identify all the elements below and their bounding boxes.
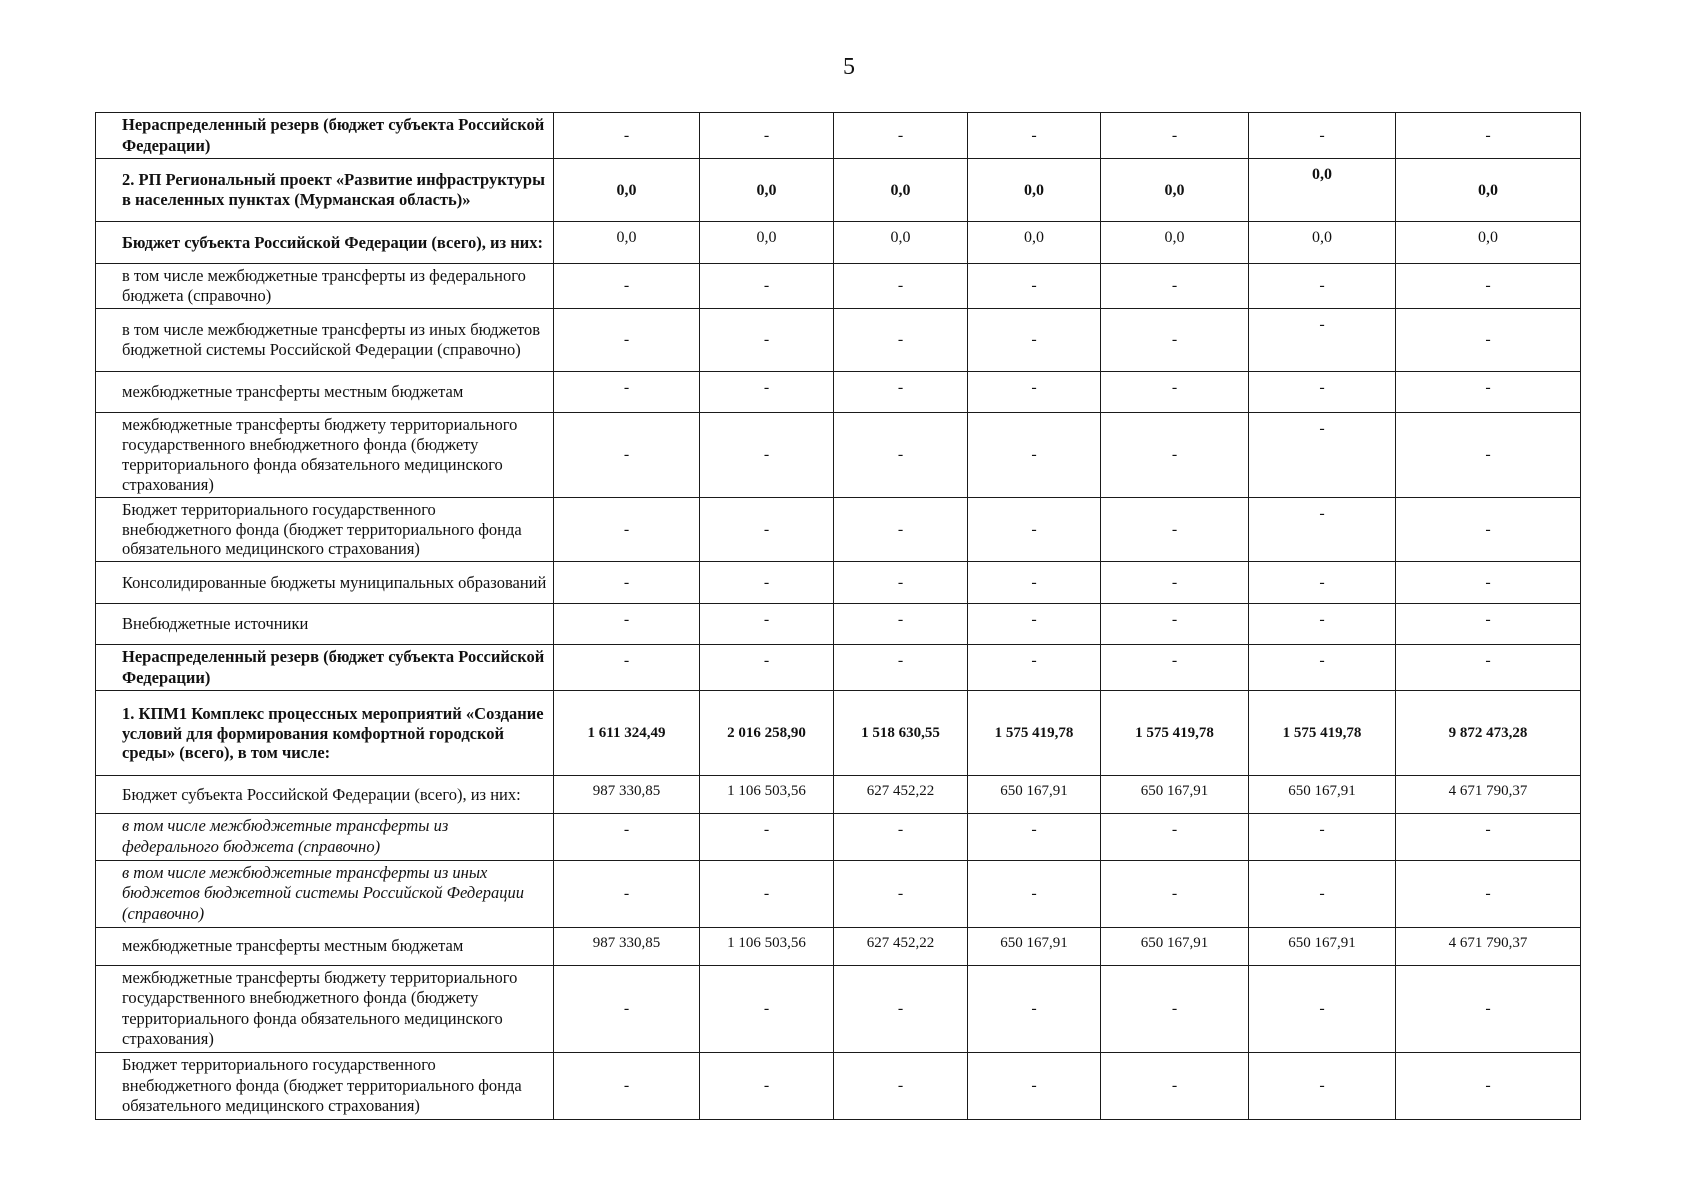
value-cell: - <box>1249 264 1396 309</box>
value-cell: - <box>554 371 700 412</box>
value-cell: - <box>1249 1053 1396 1120</box>
value-cell: - <box>1396 497 1581 561</box>
value-cell: - <box>1249 412 1396 497</box>
value-cell: - <box>1101 412 1249 497</box>
value-cell: - <box>1101 308 1249 371</box>
value-cell: - <box>1249 113 1396 159</box>
value-cell: - <box>554 562 700 604</box>
value-cell: 0,0 <box>1101 222 1249 264</box>
value-cell: - <box>554 604 700 645</box>
value-cell: - <box>834 1053 968 1120</box>
value-cell: 0,0 <box>700 222 834 264</box>
value-cell: - <box>1101 497 1249 561</box>
value-cell: - <box>1101 264 1249 309</box>
value-cell: 0,0 <box>1101 159 1249 222</box>
value-cell: - <box>1396 604 1581 645</box>
value-cell: - <box>1101 645 1249 691</box>
value-cell: 0,0 <box>1396 159 1581 222</box>
value-cell: - <box>1101 814 1249 860</box>
value-cell: - <box>700 371 834 412</box>
value-cell: - <box>1101 604 1249 645</box>
value-cell: - <box>554 965 700 1053</box>
value-cell: - <box>968 412 1101 497</box>
value-cell: 2 016 258,90 <box>700 691 834 776</box>
value-cell: - <box>968 497 1101 561</box>
value-cell: 0,0 <box>834 222 968 264</box>
value-cell: 987 330,85 <box>554 776 700 814</box>
row-label: Бюджет территориального государственного внебюджетного фонда (бюджет территориального фонда обязательного медицинского страхования) <box>96 1053 554 1120</box>
table-row <box>96 814 1581 860</box>
value-cell: 987 330,85 <box>554 927 700 965</box>
page-number: 5 <box>843 54 855 80</box>
value-cell: - <box>1396 645 1581 691</box>
row-label: в том числе межбюджетные трансферты из федерального бюджета (справочно) <box>96 814 554 860</box>
value-cell: - <box>1101 113 1249 159</box>
row-label: в том числе межбюджетные трансферты из иных бюджетов бюджетной системы Российской Федерации (справочно) <box>96 860 554 927</box>
value-cell: - <box>1249 814 1396 860</box>
value-cell: 0,0 <box>1396 222 1581 264</box>
value-cell: - <box>700 562 834 604</box>
table-row <box>96 222 1581 264</box>
value-cell: - <box>554 814 700 860</box>
row-label: Внебюджетные источники <box>96 604 554 645</box>
value-cell: - <box>968 264 1101 309</box>
value-cell: - <box>968 860 1101 927</box>
table-row <box>96 497 1581 561</box>
value-cell: 650 167,91 <box>968 927 1101 965</box>
value-cell: - <box>968 965 1101 1053</box>
value-cell: - <box>1249 965 1396 1053</box>
value-cell: - <box>700 264 834 309</box>
value-cell: - <box>1396 860 1581 927</box>
table-row <box>96 371 1581 412</box>
value-cell: 1 106 503,56 <box>700 776 834 814</box>
value-cell: 1 575 419,78 <box>968 691 1101 776</box>
value-cell: 627 452,22 <box>834 776 968 814</box>
value-cell: - <box>834 604 968 645</box>
value-cell: - <box>968 604 1101 645</box>
value-cell: - <box>700 113 834 159</box>
value-cell: - <box>1396 562 1581 604</box>
row-label: Бюджет территориального государственного внебюджетного фонда (бюджет территориального фонда обязательного медицинского страхования) <box>96 497 554 561</box>
value-cell: - <box>554 264 700 309</box>
value-cell: - <box>554 497 700 561</box>
row-label: 1. КПМ1 Комплекс процессных мероприятий «Создание условий для формирования комфортной городской среды» (всего), в том числе: <box>96 691 554 776</box>
value-cell: - <box>968 814 1101 860</box>
value-cell: - <box>834 412 968 497</box>
value-cell: 0,0 <box>554 159 700 222</box>
value-cell: - <box>700 308 834 371</box>
value-cell: - <box>700 604 834 645</box>
value-cell: - <box>1249 860 1396 927</box>
value-cell: - <box>1396 814 1581 860</box>
row-label: межбюджетные трансферты бюджету территориального государственного внебюджетного фонда (бюджету территориального фонда обязательного медицинского страхования) <box>96 412 554 497</box>
value-cell: - <box>700 645 834 691</box>
value-cell: - <box>1249 645 1396 691</box>
value-cell: 650 167,91 <box>968 776 1101 814</box>
budget-table <box>95 112 1581 1120</box>
value-cell: - <box>1396 113 1581 159</box>
value-cell: - <box>968 1053 1101 1120</box>
value-cell: - <box>1249 562 1396 604</box>
value-cell: - <box>1101 562 1249 604</box>
value-cell: - <box>554 113 700 159</box>
table-row <box>96 113 1581 159</box>
value-cell: - <box>834 308 968 371</box>
row-label: межбюджетные трансферты местным бюджетам <box>96 371 554 412</box>
value-cell: 4 671 790,37 <box>1396 927 1581 965</box>
table-row <box>96 159 1581 222</box>
table-row <box>96 412 1581 497</box>
value-cell: - <box>554 860 700 927</box>
value-cell: - <box>1101 371 1249 412</box>
value-cell: 650 167,91 <box>1101 776 1249 814</box>
row-label: Нераспределенный резерв (бюджет субъекта Российской Федерации) <box>96 113 554 159</box>
value-cell: - <box>554 645 700 691</box>
row-label: межбюджетные трансферты местным бюджетам <box>96 927 554 965</box>
table-row <box>96 776 1581 814</box>
value-cell: - <box>1249 308 1396 371</box>
value-cell: - <box>834 645 968 691</box>
value-cell: - <box>1396 412 1581 497</box>
table-row <box>96 927 1581 965</box>
value-cell: - <box>968 308 1101 371</box>
value-cell: - <box>968 562 1101 604</box>
value-cell: - <box>1101 1053 1249 1120</box>
value-cell: - <box>554 412 700 497</box>
value-cell: - <box>834 264 968 309</box>
value-cell: - <box>1396 308 1581 371</box>
value-cell: 4 671 790,37 <box>1396 776 1581 814</box>
value-cell: - <box>834 814 968 860</box>
value-cell: 0,0 <box>834 159 968 222</box>
value-cell: 627 452,22 <box>834 927 968 965</box>
row-label: 2. РП Региональный проект «Развитие инфраструктуры в населенных пунктах (Мурманская область)» <box>96 159 554 222</box>
value-cell: - <box>700 860 834 927</box>
table-row <box>96 1053 1581 1120</box>
table-row <box>96 965 1581 1053</box>
row-label: Бюджет субъекта Российской Федерации (всего), из них: <box>96 222 554 264</box>
value-cell: 0,0 <box>968 159 1101 222</box>
value-cell: 0,0 <box>968 222 1101 264</box>
value-cell: 650 167,91 <box>1249 776 1396 814</box>
value-cell: - <box>968 371 1101 412</box>
row-label: Нераспределенный резерв (бюджет субъекта Российской Федерации) <box>96 645 554 691</box>
row-label: Бюджет субъекта Российской Федерации (всего), из них: <box>96 776 554 814</box>
value-cell: - <box>1249 604 1396 645</box>
value-cell: 650 167,91 <box>1101 927 1249 965</box>
value-cell: - <box>968 645 1101 691</box>
value-cell: 0,0 <box>1249 159 1396 222</box>
row-label: в том числе межбюджетные трансферты из федерального бюджета (справочно) <box>96 264 554 309</box>
table-row <box>96 645 1581 691</box>
value-cell: - <box>700 412 834 497</box>
value-cell: - <box>1249 371 1396 412</box>
row-label: межбюджетные трансферты бюджету территориального государственного внебюджетного фонда (бюджету территориального фонда обязательного медицинского страхования) <box>96 965 554 1053</box>
value-cell: - <box>1101 860 1249 927</box>
value-cell: - <box>1396 965 1581 1053</box>
value-cell: - <box>554 308 700 371</box>
value-cell: 0,0 <box>554 222 700 264</box>
value-cell: 1 611 324,49 <box>554 691 700 776</box>
value-cell: - <box>834 371 968 412</box>
value-cell: - <box>1249 497 1396 561</box>
value-cell: 0,0 <box>700 159 834 222</box>
value-cell: 1 518 630,55 <box>834 691 968 776</box>
table-row <box>96 264 1581 309</box>
value-cell: - <box>834 860 968 927</box>
row-label: Консолидированные бюджеты муниципальных образований <box>96 562 554 604</box>
value-cell: - <box>554 1053 700 1120</box>
table-row <box>96 604 1581 645</box>
value-cell: - <box>1396 264 1581 309</box>
row-label: в том числе межбюджетные трансферты из иных бюджетов бюджетной системы Российской Федерации (справочно) <box>96 308 554 371</box>
value-cell: - <box>700 965 834 1053</box>
value-cell: 0,0 <box>1249 222 1396 264</box>
table-row <box>96 562 1581 604</box>
value-cell: - <box>968 113 1101 159</box>
value-cell: 1 575 419,78 <box>1249 691 1396 776</box>
value-cell: - <box>700 814 834 860</box>
value-cell: 650 167,91 <box>1249 927 1396 965</box>
value-cell: - <box>700 1053 834 1120</box>
value-cell: 1 106 503,56 <box>700 927 834 965</box>
table-row <box>96 860 1581 927</box>
value-cell: - <box>834 113 968 159</box>
value-cell: - <box>1396 1053 1581 1120</box>
value-cell: - <box>1101 965 1249 1053</box>
value-cell: 1 575 419,78 <box>1101 691 1249 776</box>
value-cell: - <box>1396 371 1581 412</box>
value-cell: - <box>700 497 834 561</box>
table-row <box>96 308 1581 371</box>
value-cell: 9 872 473,28 <box>1396 691 1581 776</box>
value-cell: - <box>834 965 968 1053</box>
table-row <box>96 691 1581 776</box>
value-cell: - <box>834 562 968 604</box>
value-cell: - <box>834 497 968 561</box>
